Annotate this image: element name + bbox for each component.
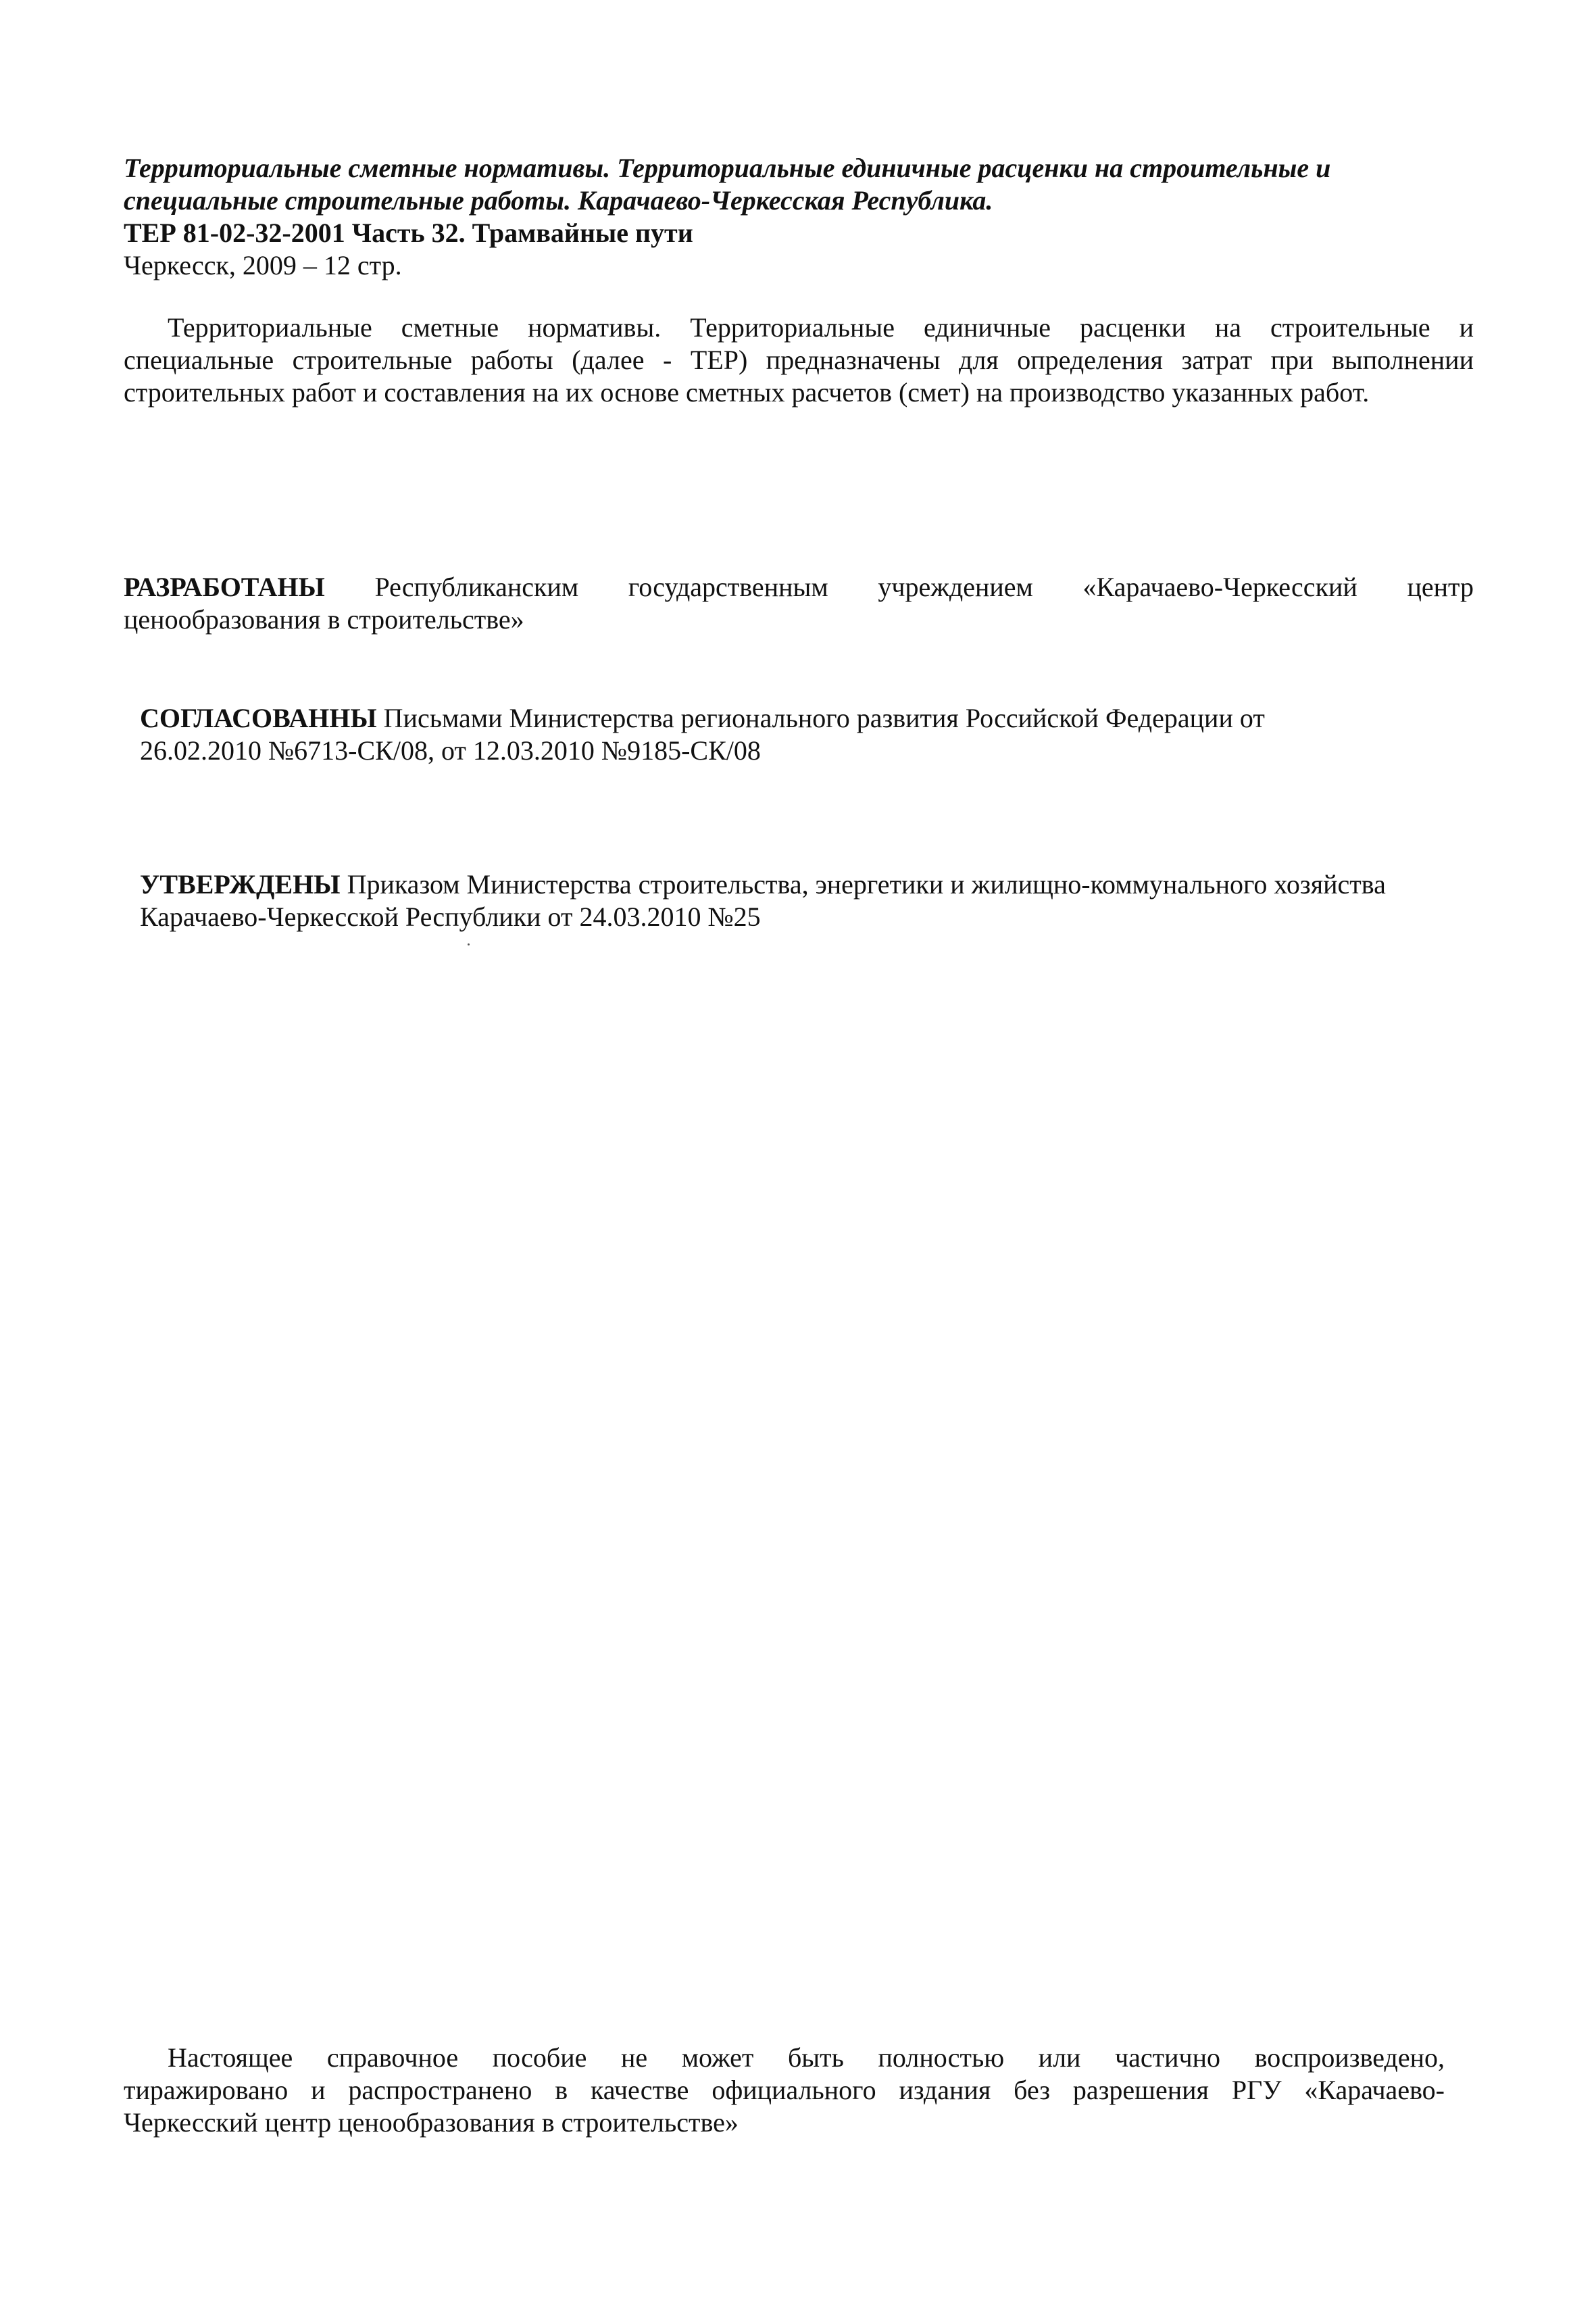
developed-line-1-text: Республиканским государственным учреждением «Карачаево-Черкесский центр	[374, 572, 1474, 602]
approved-line-1	[140, 868, 1464, 901]
scan-speck	[468, 943, 470, 945]
header-publication-line: Черкесск, 2009 – 12 стр.	[124, 250, 402, 280]
header-title-line-1: Территориальные сметные нормативы. Территориальные единичные расценки на строительные и	[124, 153, 1331, 183]
notice-line-3: Черкесский центр ценообразования в строительстве»	[124, 2107, 739, 2138]
approved-line-2: Карачаево-Черкесской Республики от 24.03.2010 №25	[140, 902, 761, 932]
approved-paragraph	[140, 868, 1464, 933]
copyright-notice	[124, 2042, 1445, 2139]
agreed-line-1-text: Письмами Министерства регионального развития Российской Федерации от	[383, 703, 1265, 733]
developed-label: РАЗРАБОТАНЫ	[124, 572, 325, 602]
developed-paragraph	[124, 571, 1474, 636]
intro-line-1: Территориальные сметные нормативы. Территориальные единичные расценки на строительные и	[168, 312, 1474, 343]
agreed-line-2: 26.02.2010 №6713-СК/08, от 12.03.2010 №9185-СК/08	[140, 735, 761, 766]
agreed-label: СОГЛАСОВАННЫ	[140, 703, 377, 733]
intro-line-3: строительных работ и составления на их основе сметных расчетов (смет) на производство указанных работ.	[124, 377, 1370, 408]
developed-line-1	[124, 571, 1474, 604]
notice-line-2: тиражировано и распространено в качестве официального издания без разрешения РГУ «Карачаево-	[124, 2075, 1445, 2105]
notice-line-1: Настоящее справочное пособие не может быть полностью или частично воспроизведено,	[168, 2042, 1445, 2073]
header-code-line: ТЕР 81-02-32-2001 Часть 32. Трамвайные пути	[124, 218, 693, 248]
approved-label: УТВЕРЖДЕНЫ	[140, 869, 341, 900]
intro-line-2: специальные строительные работы (далее - ТЕР) предназначены для определения затрат при выполнении	[124, 345, 1474, 375]
approved-line-1-text: Приказом Министерства строительства, энергетики и жилищно-коммунального хозяйства	[347, 869, 1386, 900]
agreed-line-1	[140, 702, 1464, 735]
header-title-line-2: специальные строительные работы. Карачаево-Черкесская Республика.	[124, 185, 993, 216]
intro-paragraph	[124, 312, 1474, 409]
agreed-paragraph	[140, 702, 1464, 767]
developed-line-2: ценообразования в строительстве»	[124, 604, 524, 635]
document-header	[124, 152, 1462, 282]
